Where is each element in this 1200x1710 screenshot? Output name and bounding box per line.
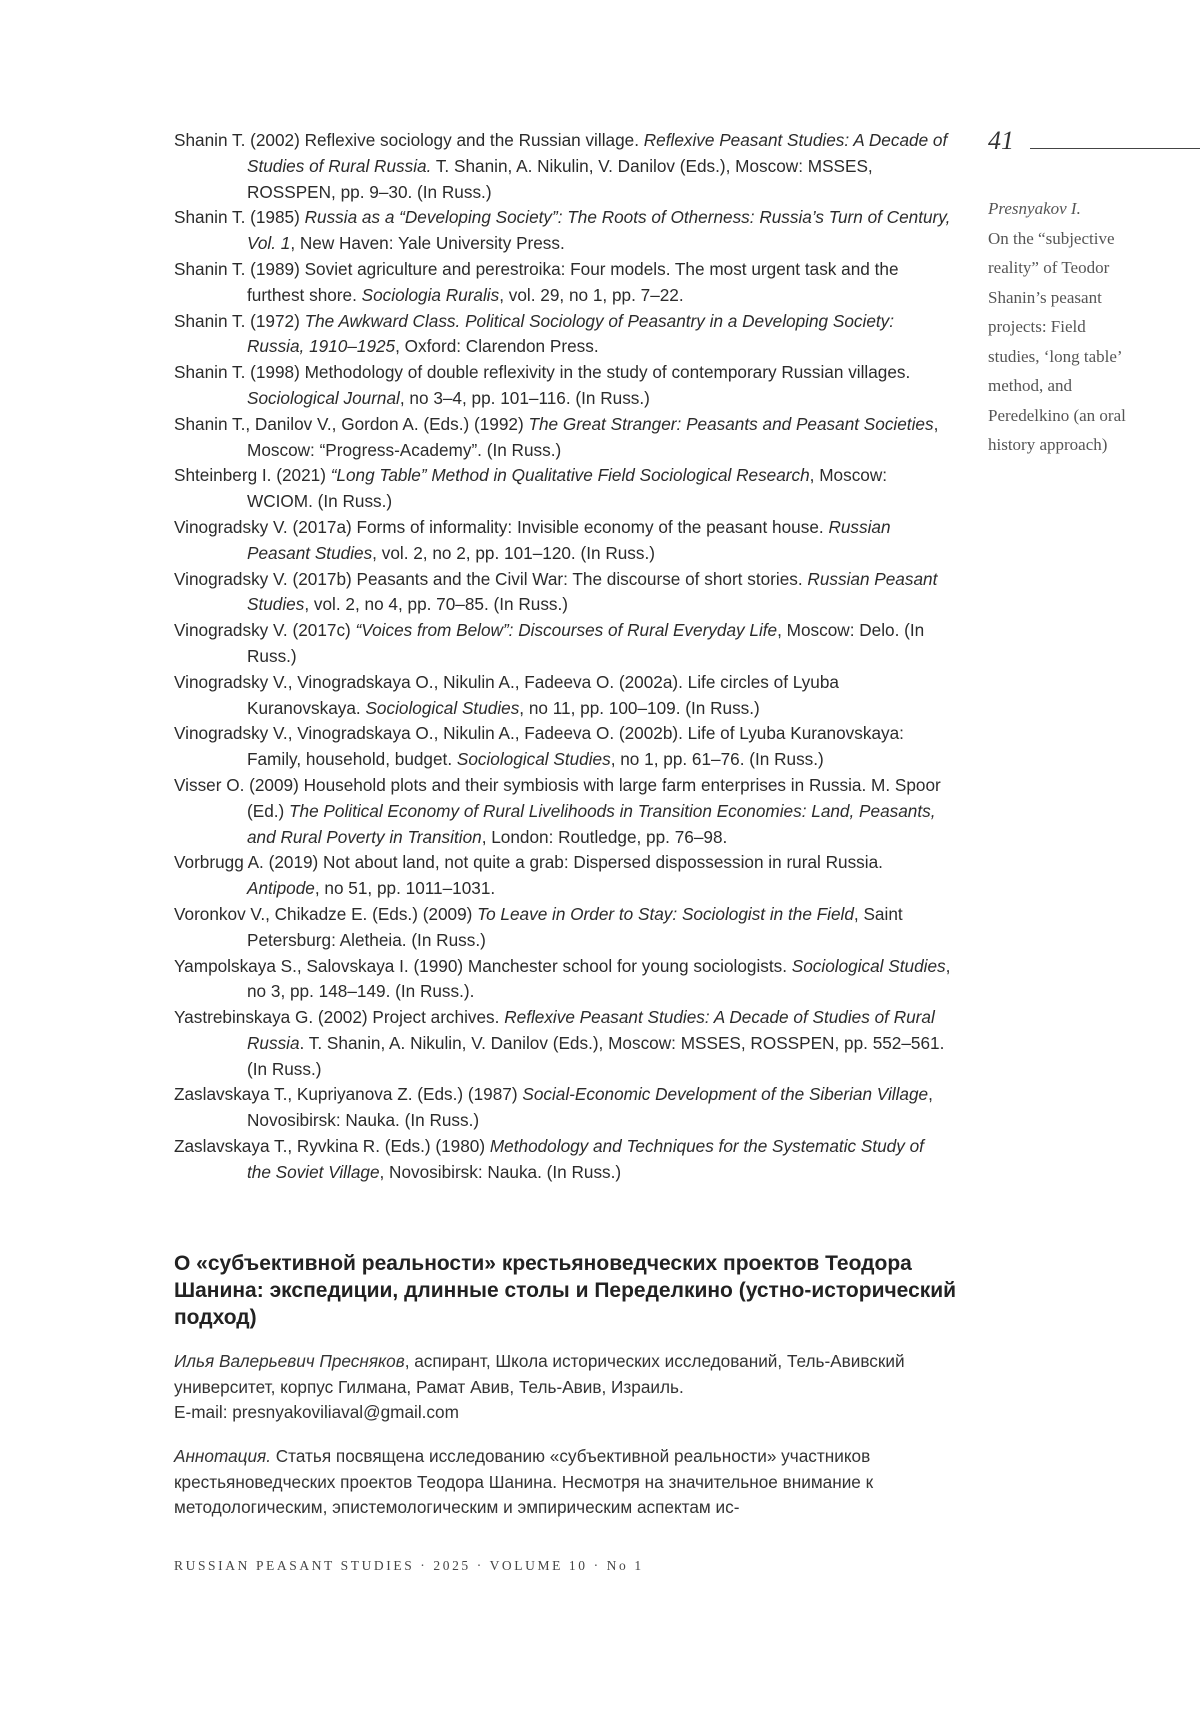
reference-details: , Oxford: Clarendon Press. <box>395 336 598 356</box>
journal-footer: RUSSIAN PEASANT STUDIES · 2025 · VOLUME 10 · No 1 <box>174 1558 644 1574</box>
abstract-text: Статья посвящена исследованию «субъективной реальности» участников крестьяноведческих проектов Теодора Шанина. Несмотря на значительное внимание к методологическим, эпистемологическим и эмпирическим аспектам ис- <box>174 1446 873 1517</box>
page-number: 41 <box>988 126 1014 156</box>
reference-text: Zaslavskaya T., Kupriyanova Z. (Eds.) (1987) <box>174 1084 522 1104</box>
reference-details: , Saint Petersburg: Aletheia. (In Russ.) <box>247 904 903 950</box>
reference-text: Yampolskaya S., Salovskaya I. (1990) Manchester school for young sociologists. <box>174 956 792 976</box>
reference-details: , Novosibirsk: Nauka. (In Russ.) <box>247 1084 933 1130</box>
reference-text: Vinogradsky V. (2017a) Forms of informality: Invisible economy of the peasant house. <box>174 517 828 537</box>
reference-text: Vorbrugg A. (2019) Not about land, not quite a grab: Dispersed dispossession in rural Russia. <box>174 852 883 872</box>
reference-entry <box>174 773 952 850</box>
reference-text: Shanin T. (1989) Soviet agriculture and perestroika: Four models. The most urgent task and the furthest shore. <box>174 259 899 305</box>
reference-entry <box>174 515 952 567</box>
reference-entry <box>174 128 952 205</box>
reference-source: “Voices from Below”: Discourses of Rural Everyday Life <box>356 620 778 640</box>
reference-details: , Novosibirsk: Nauka. (In Russ.) <box>380 1162 622 1182</box>
reference-source: The Awkward Class. Political Sociology of Peasantry in a Developing Society: Russia, 1910–1925 <box>247 311 894 357</box>
reference-text: Yastrebinskaya G. (2002) Project archives. <box>174 1007 504 1027</box>
reference-source: “Long Table” Method in Qualitative Field Sociological Research <box>331 465 810 485</box>
reference-entry <box>174 360 952 412</box>
reference-list <box>174 128 952 1186</box>
reference-source: The Great Stranger: Peasants and Peasant Societies <box>528 414 933 434</box>
reference-source: Sociological Studies <box>792 956 946 976</box>
reference-entry <box>174 1082 952 1134</box>
russian-article-title: О «субъективной реальности» крестьяноведческих проектов Теодора Шанина: экспедиции, длинные столы и Переделкино (устно-исторический подход) <box>174 1250 974 1331</box>
author-email[interactable]: E-mail: presnyakoviliaval@gmail.com <box>174 1402 459 1422</box>
reference-details: , vol. 2, no 4, pp. 70–85. (In Russ.) <box>304 594 568 614</box>
reference-source: Methodology and Techniques for the Systematic Study of the Soviet Village <box>247 1136 924 1182</box>
reference-details: , no 51, pp. 1011–1031. <box>315 878 495 898</box>
author-affiliation <box>174 1349 964 1426</box>
journal-page <box>0 0 1200 1710</box>
reference-entry <box>174 721 952 773</box>
reference-details: , Moscow: Delo. (In Russ.) <box>247 620 924 666</box>
reference-entry <box>174 954 952 1006</box>
author-name: Илья Валерьевич Пресняков <box>174 1351 405 1371</box>
reference-details: , vol. 2, no 2, pp. 101–120. (In Russ.) <box>372 543 655 563</box>
reference-text: Vinogradsky V., Vinogradskaya O., Nikulin A., Fadeeva O. (2002b). Life of Lyuba Kuranovskaya: Family, household, budget. <box>174 723 904 769</box>
reference-text: Shteinberg I. (2021) <box>174 465 331 485</box>
reference-text: Voronkov V., Chikadze E. (Eds.) (2009) <box>174 904 477 924</box>
reference-details: T. Shanin, A. Nikulin, V. Danilov (Eds.), Moscow: MSSES, ROSSPEN, pp. 9–30. (In Russ.) <box>247 156 873 202</box>
reference-details: , no 3, pp. 148–149. (In Russ.). <box>247 956 950 1002</box>
reference-entry <box>174 670 952 722</box>
reference-entry <box>174 850 952 902</box>
reference-entry <box>174 412 952 464</box>
reference-details: . T. Shanin, A. Nikulin, V. Danilov (Eds.), Moscow: MSSES, ROSSPEN, pp. 552–561. (In Russ.) <box>247 1033 944 1079</box>
header-rule <box>1030 148 1200 149</box>
running-title: On the “subjective reality” of Teodor Shanin’s peasant projects: Field studies, ‘long table’ method, and Peredelkino (an oral history approach) <box>988 229 1126 455</box>
reference-text: Shanin T. (1985) <box>174 207 305 227</box>
reference-source: Sociologia Ruralis <box>362 285 500 305</box>
reference-source: Sociological Studies <box>365 698 519 718</box>
reference-source: To Leave in Order to Stay: Sociologist in the Field <box>477 904 854 924</box>
reference-entry <box>174 902 952 954</box>
reference-source: Social-Economic Development of the Siberian Village <box>522 1084 928 1104</box>
reference-source: Russian Peasant Studies <box>247 569 937 615</box>
running-author: Presnyakov I. <box>988 194 1138 224</box>
reference-source: Reflexive Peasant Studies: A Decade of Studies of Rural Russia <box>247 1007 935 1053</box>
reference-entry <box>174 1134 952 1186</box>
reference-details: , Moscow: WCIOM. (In Russ.) <box>247 465 887 511</box>
reference-text: Shanin T., Danilov V., Gordon A. (Eds.) (1992) <box>174 414 528 434</box>
reference-entry <box>174 257 952 309</box>
reference-source: Russia as a “Developing Society”: The Roots of Otherness: Russia’s Turn of Century, Vol. 1 <box>247 207 950 253</box>
reference-text: Visser O. (2009) Household plots and their symbiosis with large farm enterprises in Russia. M. Spoor (Ed.) <box>174 775 941 821</box>
reference-entry <box>174 1005 952 1082</box>
reference-source: Sociological Studies <box>457 749 611 769</box>
author-details: , аспирант, Школа исторических исследований, Тель-Авивский университет, корпус Гилмана, Рамат Авив, Тель-Авив, Израиль. <box>174 1351 905 1397</box>
reference-text: Shanin T. (2002) Reflexive sociology and the Russian village. <box>174 130 644 150</box>
reference-details: , no 3–4, pp. 101–116. (In Russ.) <box>400 388 650 408</box>
abstract-label: Аннотация. <box>174 1446 271 1466</box>
reference-entry <box>174 205 952 257</box>
reference-entry <box>174 463 952 515</box>
reference-entry <box>174 567 952 619</box>
reference-details: , no 1, pp. 61–76. (In Russ.) <box>611 749 824 769</box>
reference-text: Shanin T. (1972) <box>174 311 305 331</box>
reference-source: The Political Economy of Rural Livelihoods in Transition Economies: Land, Peasants, and Rural Poverty in Transition <box>247 801 935 847</box>
abstract <box>174 1444 964 1521</box>
reference-source: Sociological Journal <box>247 388 400 408</box>
running-title-note <box>988 194 1138 460</box>
reference-details: , New Haven: Yale University Press. <box>290 233 564 253</box>
reference-entry <box>174 309 952 361</box>
reference-text: Vinogradsky V., Vinogradskaya O., Nikulin A., Fadeeva O. (2002a). Life circles of Lyuba Kuranovskaya. <box>174 672 839 718</box>
reference-text: Zaslavskaya T., Ryvkina R. (Eds.) (1980) <box>174 1136 490 1156</box>
reference-details: , no 11, pp. 100–109. (In Russ.) <box>519 698 759 718</box>
reference-details: , Moscow: “Progress-Academy”. (In Russ.) <box>247 414 938 460</box>
reference-text: Vinogradsky V. (2017c) <box>174 620 356 640</box>
reference-text: Shanin T. (1998) Methodology of double reflexivity in the study of contemporary Russian villages. <box>174 362 910 382</box>
reference-source: Reflexive Peasant Studies: A Decade of Studies of Rural Russia. <box>247 130 947 176</box>
reference-details: , vol. 29, no 1, pp. 7–22. <box>499 285 683 305</box>
reference-source: Antipode <box>247 878 315 898</box>
reference-entry <box>174 618 952 670</box>
reference-details: , London: Routledge, pp. 76–98. <box>482 827 728 847</box>
reference-text: Vinogradsky V. (2017b) Peasants and the Civil War: The discourse of short stories. <box>174 569 807 589</box>
reference-source: Russian Peasant Studies <box>247 517 891 563</box>
